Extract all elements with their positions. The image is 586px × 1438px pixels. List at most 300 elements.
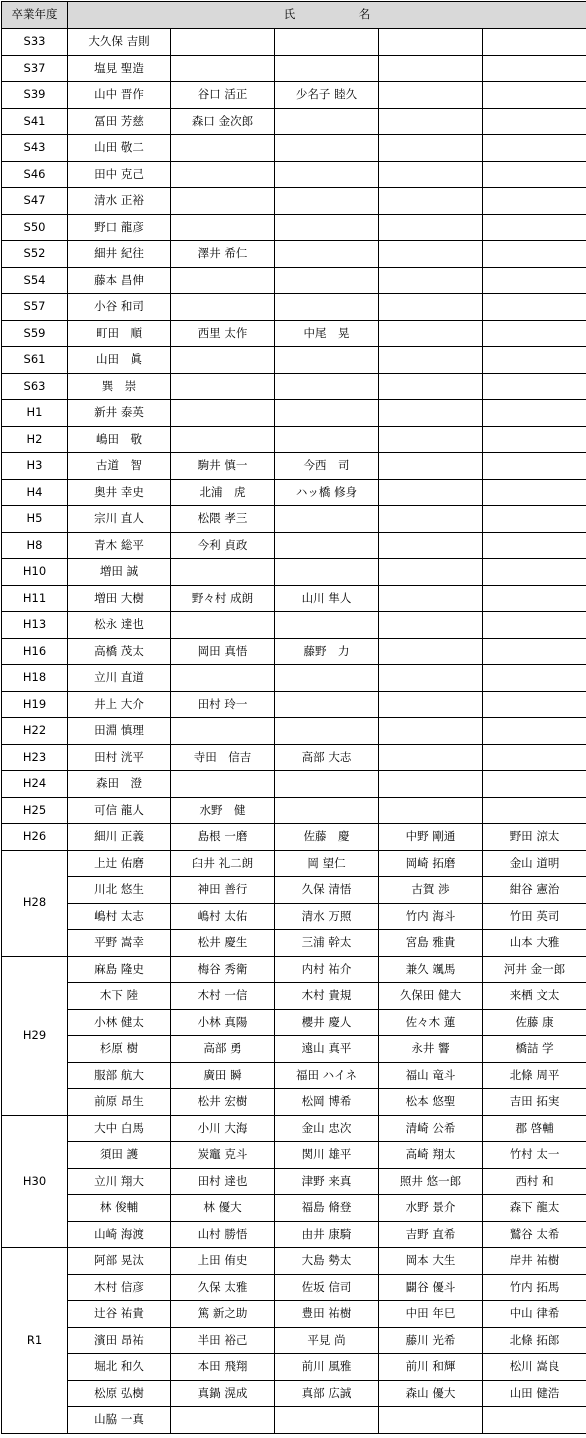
year-cell: H23 — [2, 744, 68, 771]
empty-cell — [379, 241, 483, 268]
year-cell: S33 — [2, 29, 68, 56]
empty-cell — [379, 638, 483, 665]
table-row — [2, 1274, 586, 1301]
name-cell: 山川 隼人 — [275, 585, 379, 612]
table-row — [2, 1301, 586, 1328]
empty-cell — [379, 453, 483, 480]
name-cell: 少名子 睦久 — [275, 82, 379, 109]
empty-cell — [379, 691, 483, 718]
name-cell: 清水 万照 — [275, 903, 379, 930]
table-row — [2, 930, 586, 957]
empty-cell — [379, 347, 483, 374]
empty-cell — [275, 241, 379, 268]
name-cell: 小川 大海 — [171, 1115, 275, 1142]
name-cell: 久保田 健大 — [379, 983, 483, 1010]
header-row — [2, 2, 586, 29]
table-row — [2, 1089, 586, 1116]
table-row — [2, 214, 586, 241]
empty-cell — [275, 691, 379, 718]
empty-cell — [483, 400, 586, 427]
name-cell: 田村 洸平 — [68, 744, 171, 771]
empty-cell — [483, 82, 586, 109]
empty-cell — [171, 188, 275, 215]
name-cell: 佐藤 康 — [483, 1009, 586, 1036]
empty-cell — [483, 771, 586, 798]
empty-cell — [379, 188, 483, 215]
table-row — [2, 1248, 586, 1275]
name-cell: 小林 真陽 — [171, 1009, 275, 1036]
name-cell: 上辻 佑磨 — [68, 850, 171, 877]
table-row — [2, 1327, 586, 1354]
year-cell: S57 — [2, 294, 68, 321]
empty-cell — [379, 479, 483, 506]
empty-cell — [483, 453, 586, 480]
year-cell: S46 — [2, 161, 68, 188]
name-cell: 前原 昂生 — [68, 1089, 171, 1116]
empty-cell — [483, 718, 586, 745]
empty-cell — [171, 426, 275, 453]
table-row — [2, 1009, 586, 1036]
table-row — [2, 824, 586, 851]
year-cell: H26 — [2, 824, 68, 851]
table-row — [2, 82, 586, 109]
name-cell: 松隈 孝三 — [171, 506, 275, 533]
name-cell: 山村 勝悟 — [171, 1221, 275, 1248]
empty-cell — [379, 585, 483, 612]
name-cell: 大中 白馬 — [68, 1115, 171, 1142]
name-cell: 吉野 直希 — [379, 1221, 483, 1248]
empty-cell — [483, 294, 586, 321]
name-cell: 河井 金一郎 — [483, 956, 586, 983]
empty-cell — [483, 532, 586, 559]
name-cell: 松川 嵩良 — [483, 1354, 586, 1381]
name-cell: 松原 弘樹 — [68, 1380, 171, 1407]
name-cell: 福島 脩登 — [275, 1195, 379, 1222]
empty-cell — [483, 691, 586, 718]
table-row — [2, 1036, 586, 1063]
name-cell: 山本 大雅 — [483, 930, 586, 957]
empty-cell — [275, 426, 379, 453]
name-cell: 田淵 慎理 — [68, 718, 171, 745]
empty-cell — [483, 1407, 586, 1434]
table-row — [2, 1380, 586, 1407]
empty-cell — [483, 373, 586, 400]
empty-cell — [275, 29, 379, 56]
name-cell: 森山 優大 — [379, 1380, 483, 1407]
year-cell: H8 — [2, 532, 68, 559]
table-row — [2, 347, 586, 374]
name-cell: 新井 泰英 — [68, 400, 171, 427]
name-cell: 高部 勇 — [171, 1036, 275, 1063]
name-cell: 巽 崇 — [68, 373, 171, 400]
name-cell: 立川 翔大 — [68, 1168, 171, 1195]
year-cell: H13 — [2, 612, 68, 639]
empty-cell — [483, 188, 586, 215]
name-cell: 西里 太作 — [171, 320, 275, 347]
name-cell: 郡 啓輔 — [483, 1115, 586, 1142]
year-cell: H16 — [2, 638, 68, 665]
name-cell: 澤井 希仁 — [171, 241, 275, 268]
name-cell: 前川 和輝 — [379, 1354, 483, 1381]
empty-cell — [379, 373, 483, 400]
name-cell: 佐藤 慶 — [275, 824, 379, 851]
empty-cell — [171, 400, 275, 427]
table-row — [2, 612, 586, 639]
empty-cell — [171, 55, 275, 82]
name-cell: 山田 敬二 — [68, 135, 171, 162]
name-cell: 中尾 晃 — [275, 320, 379, 347]
name-cell: 高部 大志 — [275, 744, 379, 771]
table-row — [2, 55, 586, 82]
name-cell: 小林 健太 — [68, 1009, 171, 1036]
name-cell: 山中 晋作 — [68, 82, 171, 109]
name-cell: 松岡 博希 — [275, 1089, 379, 1116]
year-cell: S50 — [2, 214, 68, 241]
name-cell: 北條 拓郎 — [483, 1327, 586, 1354]
name-cell: 西村 和 — [483, 1168, 586, 1195]
name-cell: 久保 清悟 — [275, 877, 379, 904]
empty-cell — [379, 400, 483, 427]
name-cell: 野々村 成朗 — [171, 585, 275, 612]
name-cell: 佐々木 蓮 — [379, 1009, 483, 1036]
name-cell: 廣田 瞬 — [171, 1062, 275, 1089]
name-cell: 山田 眞 — [68, 347, 171, 374]
name-cell: 田中 克己 — [68, 161, 171, 188]
year-cell: H29 — [2, 956, 68, 1115]
name-cell: 遠山 真平 — [275, 1036, 379, 1063]
empty-cell — [379, 29, 483, 56]
empty-cell — [171, 135, 275, 162]
empty-cell — [275, 797, 379, 824]
table-row — [2, 1354, 586, 1381]
table-row — [2, 400, 586, 427]
table-row — [2, 188, 586, 215]
year-cell: R1 — [2, 1248, 68, 1434]
name-cell: 来栖 文太 — [483, 983, 586, 1010]
table-row — [2, 797, 586, 824]
name-cell: 古道 智 — [68, 453, 171, 480]
table-row — [2, 1115, 586, 1142]
name-cell: 平見 尚 — [275, 1327, 379, 1354]
empty-cell — [379, 108, 483, 135]
name-cell: 照井 悠一郎 — [379, 1168, 483, 1195]
name-cell: 櫻井 慶人 — [275, 1009, 379, 1036]
name-cell: 岡 望仁 — [275, 850, 379, 877]
name-cell: 北浦 虎 — [171, 479, 275, 506]
name-cell: 増田 大樹 — [68, 585, 171, 612]
name-cell: 田村 玲一 — [171, 691, 275, 718]
name-cell: 清崎 公希 — [379, 1115, 483, 1142]
name-cell: 杉原 樹 — [68, 1036, 171, 1063]
empty-cell — [171, 214, 275, 241]
name-cell: 永井 響 — [379, 1036, 483, 1063]
name-cell: 麻島 隆史 — [68, 956, 171, 983]
table-row — [2, 983, 586, 1010]
empty-cell — [275, 559, 379, 586]
name-cell: 高橋 茂太 — [68, 638, 171, 665]
name-cell: 岡田 真悟 — [171, 638, 275, 665]
name-cell: 寺田 信吉 — [171, 744, 275, 771]
empty-cell — [275, 532, 379, 559]
name-cell: 古賀 渉 — [379, 877, 483, 904]
table-row — [2, 161, 586, 188]
empty-cell — [483, 267, 586, 294]
name-cell: 北條 周平 — [483, 1062, 586, 1089]
name-cell: 大島 勢太 — [275, 1248, 379, 1275]
name-cell: 須田 護 — [68, 1142, 171, 1169]
year-cell: H18 — [2, 665, 68, 692]
empty-cell — [275, 1407, 379, 1434]
empty-cell — [275, 161, 379, 188]
empty-cell — [379, 161, 483, 188]
name-cell: 半田 裕己 — [171, 1327, 275, 1354]
empty-cell — [171, 1407, 275, 1434]
table-row — [2, 665, 586, 692]
empty-cell — [275, 267, 379, 294]
name-cell: 松本 悠聖 — [379, 1089, 483, 1116]
name-cell: 中山 律希 — [483, 1301, 586, 1328]
table-row — [2, 135, 586, 162]
name-cell: 中野 剛通 — [379, 824, 483, 851]
empty-cell — [379, 532, 483, 559]
empty-cell — [379, 267, 483, 294]
empty-cell — [379, 426, 483, 453]
table-row — [2, 1142, 586, 1169]
empty-cell — [275, 718, 379, 745]
name-cell: 上田 侑史 — [171, 1248, 275, 1275]
header-year: 卒業年度 — [2, 2, 68, 29]
table-body — [2, 29, 586, 1434]
name-cell: 前川 風雅 — [275, 1354, 379, 1381]
name-cell: 本田 飛翔 — [171, 1354, 275, 1381]
empty-cell — [275, 108, 379, 135]
empty-cell — [483, 479, 586, 506]
name-cell: 野口 龍彦 — [68, 214, 171, 241]
name-cell: 藤川 光希 — [379, 1327, 483, 1354]
empty-cell — [379, 320, 483, 347]
empty-cell — [379, 55, 483, 82]
name-cell: 田村 達也 — [171, 1168, 275, 1195]
table-row — [2, 479, 586, 506]
name-cell: 宮島 雅貴 — [379, 930, 483, 957]
name-cell: 嶋村 太志 — [68, 903, 171, 930]
name-cell: 久保 太雅 — [171, 1274, 275, 1301]
name-cell: 高崎 翔太 — [379, 1142, 483, 1169]
empty-cell — [483, 426, 586, 453]
table-row — [2, 320, 586, 347]
name-cell: 奥井 幸史 — [68, 479, 171, 506]
name-cell: 松永 達也 — [68, 612, 171, 639]
empty-cell — [483, 612, 586, 639]
year-cell: S47 — [2, 188, 68, 215]
name-cell: 真鍋 滉成 — [171, 1380, 275, 1407]
empty-cell — [171, 771, 275, 798]
name-cell: 辻谷 祐貴 — [68, 1301, 171, 1328]
year-cell: H10 — [2, 559, 68, 586]
name-cell: 内村 祐介 — [275, 956, 379, 983]
empty-cell — [483, 585, 586, 612]
name-cell: 炭竈 克斗 — [171, 1142, 275, 1169]
name-cell: 濱田 昂祐 — [68, 1327, 171, 1354]
name-cell: 鷲谷 太希 — [483, 1221, 586, 1248]
name-cell: 細井 紀往 — [68, 241, 171, 268]
empty-cell — [379, 771, 483, 798]
graduates-table — [1, 1, 586, 1434]
table-row — [2, 877, 586, 904]
empty-cell — [483, 108, 586, 135]
year-cell: H28 — [2, 850, 68, 956]
empty-cell — [379, 744, 483, 771]
empty-cell — [171, 29, 275, 56]
name-cell: 兼久 颯馬 — [379, 956, 483, 983]
name-cell: 木下 陸 — [68, 983, 171, 1010]
empty-cell — [275, 347, 379, 374]
table-row — [2, 1221, 586, 1248]
name-cell: 駒井 慎一 — [171, 453, 275, 480]
name-cell: 豊田 祐樹 — [275, 1301, 379, 1328]
name-cell: 竹村 太一 — [483, 1142, 586, 1169]
table-row — [2, 532, 586, 559]
table-row — [2, 956, 586, 983]
name-cell: 森下 龍太 — [483, 1195, 586, 1222]
year-cell: H4 — [2, 479, 68, 506]
year-cell: S52 — [2, 241, 68, 268]
name-cell: 立川 直道 — [68, 665, 171, 692]
empty-cell — [379, 82, 483, 109]
name-cell: 闢谷 優斗 — [379, 1274, 483, 1301]
name-cell: 由井 康騎 — [275, 1221, 379, 1248]
table-row — [2, 585, 586, 612]
empty-cell — [483, 797, 586, 824]
empty-cell — [379, 797, 483, 824]
name-cell: 谷口 活正 — [171, 82, 275, 109]
empty-cell — [379, 612, 483, 639]
name-cell: 嶋村 太佑 — [171, 903, 275, 930]
name-cell: 今利 貞政 — [171, 532, 275, 559]
empty-cell — [275, 55, 379, 82]
empty-cell — [275, 612, 379, 639]
empty-cell — [275, 214, 379, 241]
name-cell: 紺谷 憲治 — [483, 877, 586, 904]
name-cell: 岡崎 拓磨 — [379, 850, 483, 877]
name-cell: 木村 貴規 — [275, 983, 379, 1010]
table-row — [2, 691, 586, 718]
table-row — [2, 771, 586, 798]
empty-cell — [171, 665, 275, 692]
name-cell: 津野 来真 — [275, 1168, 379, 1195]
name-cell: 岸井 祐樹 — [483, 1248, 586, 1275]
year-cell: S39 — [2, 82, 68, 109]
name-cell: 細川 正義 — [68, 824, 171, 851]
table-row — [2, 29, 586, 56]
name-cell: 森田 澄 — [68, 771, 171, 798]
year-cell: H1 — [2, 400, 68, 427]
empty-cell — [483, 55, 586, 82]
empty-cell — [379, 506, 483, 533]
empty-cell — [171, 347, 275, 374]
table-row — [2, 241, 586, 268]
empty-cell — [275, 188, 379, 215]
table-row — [2, 267, 586, 294]
empty-cell — [379, 135, 483, 162]
name-cell: 林 優大 — [171, 1195, 275, 1222]
year-cell: H25 — [2, 797, 68, 824]
name-cell: 今西 司 — [275, 453, 379, 480]
name-cell: 佐坂 信司 — [275, 1274, 379, 1301]
empty-cell — [275, 294, 379, 321]
empty-cell — [379, 718, 483, 745]
name-cell: 冨田 芳慈 — [68, 108, 171, 135]
empty-cell — [483, 665, 586, 692]
empty-cell — [171, 267, 275, 294]
name-cell: 阿部 晃汰 — [68, 1248, 171, 1275]
table-row — [2, 1407, 586, 1434]
year-cell: H3 — [2, 453, 68, 480]
empty-cell — [483, 347, 586, 374]
year-cell: H5 — [2, 506, 68, 533]
table-row — [2, 744, 586, 771]
year-cell: H24 — [2, 771, 68, 798]
table-row — [2, 506, 586, 533]
empty-cell — [275, 665, 379, 692]
name-cell: 神田 善行 — [171, 877, 275, 904]
name-cell: 橋詰 学 — [483, 1036, 586, 1063]
empty-cell — [483, 638, 586, 665]
empty-cell — [483, 559, 586, 586]
year-cell: H30 — [2, 1115, 68, 1248]
header-names: 氏 名 — [68, 2, 586, 29]
name-cell: 堀北 和久 — [68, 1354, 171, 1381]
year-cell: S61 — [2, 347, 68, 374]
table-row — [2, 1062, 586, 1089]
table-row — [2, 559, 586, 586]
table-row — [2, 453, 586, 480]
name-cell: 岡本 大生 — [379, 1248, 483, 1275]
name-cell: 山田 健浩 — [483, 1380, 586, 1407]
year-cell: S43 — [2, 135, 68, 162]
table-row — [2, 718, 586, 745]
year-cell: H22 — [2, 718, 68, 745]
name-cell: ハッ橋 修身 — [275, 479, 379, 506]
name-cell: 水野 健 — [171, 797, 275, 824]
year-cell: H2 — [2, 426, 68, 453]
table-row — [2, 850, 586, 877]
empty-cell — [379, 665, 483, 692]
table-row — [2, 426, 586, 453]
name-cell: 竹内 拓馬 — [483, 1274, 586, 1301]
empty-cell — [483, 161, 586, 188]
name-cell: 梅谷 秀衛 — [171, 956, 275, 983]
empty-cell — [379, 294, 483, 321]
empty-cell — [379, 559, 483, 586]
name-cell: 島根 一磨 — [171, 824, 275, 851]
empty-cell — [171, 612, 275, 639]
name-cell: 木村 一信 — [171, 983, 275, 1010]
name-cell: 山崎 海渡 — [68, 1221, 171, 1248]
name-cell: 藤本 昌伸 — [68, 267, 171, 294]
empty-cell — [275, 506, 379, 533]
name-cell: 森口 金次郎 — [171, 108, 275, 135]
name-cell: 大久保 吉則 — [68, 29, 171, 56]
name-cell: 松井 宏樹 — [171, 1089, 275, 1116]
name-cell: 服部 航大 — [68, 1062, 171, 1089]
name-cell: 山脇 一真 — [68, 1407, 171, 1434]
name-cell: 真部 広誠 — [275, 1380, 379, 1407]
name-cell: 金山 忠次 — [275, 1115, 379, 1142]
name-cell: 町田 順 — [68, 320, 171, 347]
empty-cell — [171, 718, 275, 745]
year-cell: S37 — [2, 55, 68, 82]
